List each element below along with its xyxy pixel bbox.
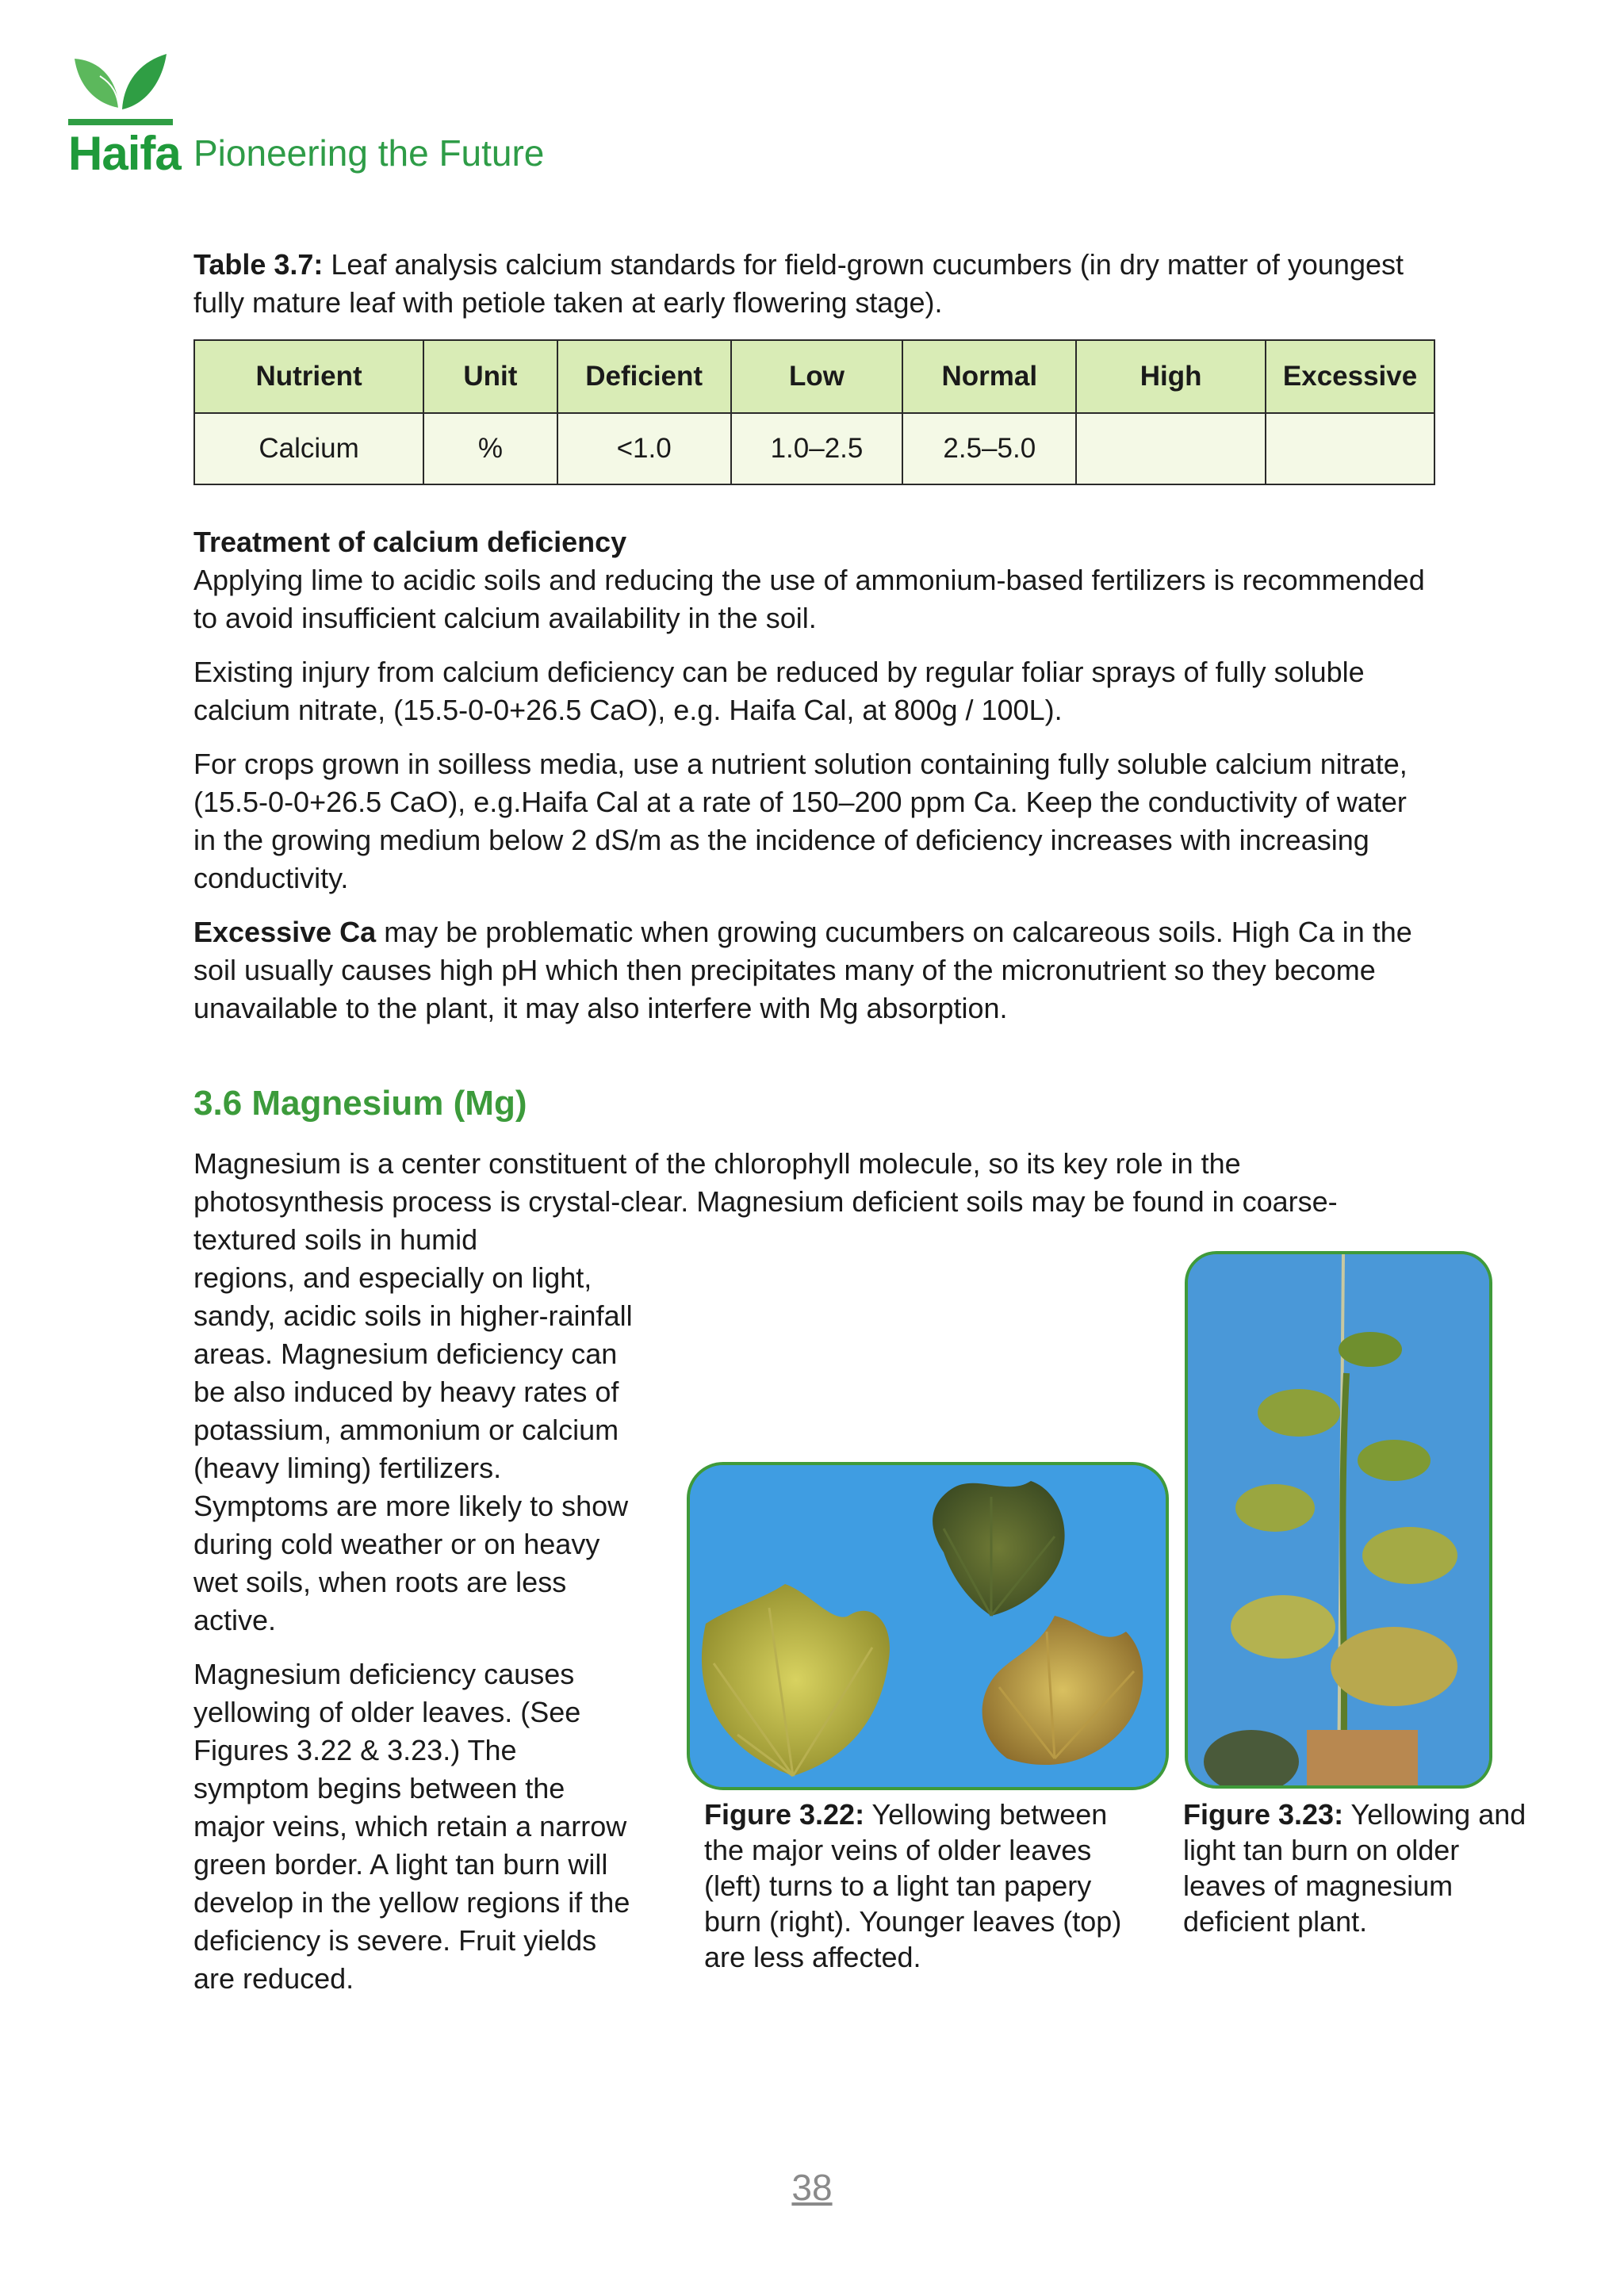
treatment-heading: Treatment of calcium deficiency [193, 526, 627, 558]
table-row [194, 413, 1434, 484]
table-header-cell: Excessive [1266, 340, 1434, 413]
table-cell [1076, 413, 1266, 484]
figure-3-22-text: Yellowing between the major veins of older leaves (left) turns to a light tan papery burn (right). Younger leaves (top) are less affected. [704, 1798, 1122, 1973]
table-header-cell: Unit [423, 340, 557, 413]
section-heading-magnesium: 3.6 Magnesium (Mg) [193, 1084, 527, 1123]
figure-3-23-text: Yellowing and light tan burn on older leaves of magnesium deficient plant. [1183, 1798, 1526, 1938]
excessive-ca-text: may be problematic when growing cucumbers on calcareous soils. High Ca in the soil usually causes high pH which then precipitates many of the micronutrient so they become unavailable to the plant, it may also interfere with Mg absorption. [193, 916, 1412, 1024]
table-cell: 1.0–2.5 [731, 413, 903, 484]
table-cell: Calcium [194, 413, 423, 484]
figure-3-22-image [687, 1462, 1169, 1790]
figure-3-23-image [1185, 1251, 1492, 1789]
excessive-ca-label: Excessive Ca [193, 916, 377, 948]
table-header-cell: High [1076, 340, 1266, 413]
table-cell [1266, 413, 1434, 484]
table-header-cell: Low [731, 340, 903, 413]
table-header-row [194, 340, 1434, 413]
figure-3-23-label: Figure 3.23: [1183, 1798, 1344, 1831]
cucumber-plant-photo [1188, 1254, 1489, 1785]
treatment-paragraph: For crops grown in soilless media, use a nutrient solution containing fully soluble calcium nitrate, (15.5-0-0+26.5 CaO), e.g.Haifa Cal at a rate of 150–200 ppm Ca. Keep the conductivity of water in the growing medium below 2 dS/m as the incidence of deficiency increases with increasing conductivity. [193, 748, 1408, 894]
brand-header [68, 52, 623, 187]
table-cell: 2.5–5.0 [902, 413, 1076, 484]
treatment-paragraph: Applying lime to acidic soils and reducing the use of ammonium-based fertilizers is recommended to avoid insufficient calcium availability in the soil. [193, 564, 1425, 634]
magnesium-paragraph: regions, and especially on light, sandy, acidic soils in higher-rainfall areas. Magnesium deficiency can be also induced by heavy rates of potassium, ammonium or calcium (heavy liming) fertilizers. Symptoms are more likely to show during cold weather or on heavy wet soils, when roots are less active. [193, 1261, 633, 1636]
figure-3-22-label: Figure 3.22: [704, 1798, 865, 1831]
treatment-paragraph: Existing injury from calcium deficiency can be reduced by regular foliar sprays of fully soluble calcium nitrate, (15.5-0-0+26.5 CaO), e.g. Haifa Cal, at 800g / 100L). [193, 656, 1365, 726]
magnesium-intro: Magnesium is a center constituent of the chlorophyll molecule, so its key role in the photosynthesis process is crystal-clear. Magnesium deficient soils may be found in coarse-textured soils in humid [193, 1147, 1338, 1256]
table-cell: <1.0 [557, 413, 731, 484]
haifa-leaf-logo-icon [68, 52, 173, 128]
table-cell: % [423, 413, 557, 484]
haifa-wordmark: Haifa [68, 127, 181, 180]
figure-3-23-caption [1183, 1797, 1532, 1939]
excessive-ca-paragraph [193, 913, 1431, 1027]
table-header-cell: Normal [902, 340, 1076, 413]
table-header-cell: Nutrient [194, 340, 423, 413]
figure-3-22-caption [704, 1797, 1148, 1975]
table-caption-text: Leaf analysis calcium standards for field-grown cucumbers (in dry matter of youngest fully mature leaf with petiole taken at early flowering stage). [193, 248, 1404, 319]
calcium-standards-table [193, 339, 1435, 485]
magnesium-paragraph: Magnesium deficiency causes yellowing of older leaves. (See Figures 3.22 & 3.23.) The symptom begins between the major veins, which retain a narrow green border. A light tan burn will develop in the yellow regions if the deficiency is severe. Fruit yields are reduced. [193, 1658, 630, 1995]
page-number: 38 [791, 2167, 833, 2208]
brand-tagline: Pioneering the Future [193, 132, 545, 174]
table-header-cell: Deficient [557, 340, 731, 413]
table-caption [193, 246, 1431, 322]
table-caption-label: Table 3.7: [193, 248, 324, 281]
cucumber-leaves-photo [690, 1465, 1166, 1787]
